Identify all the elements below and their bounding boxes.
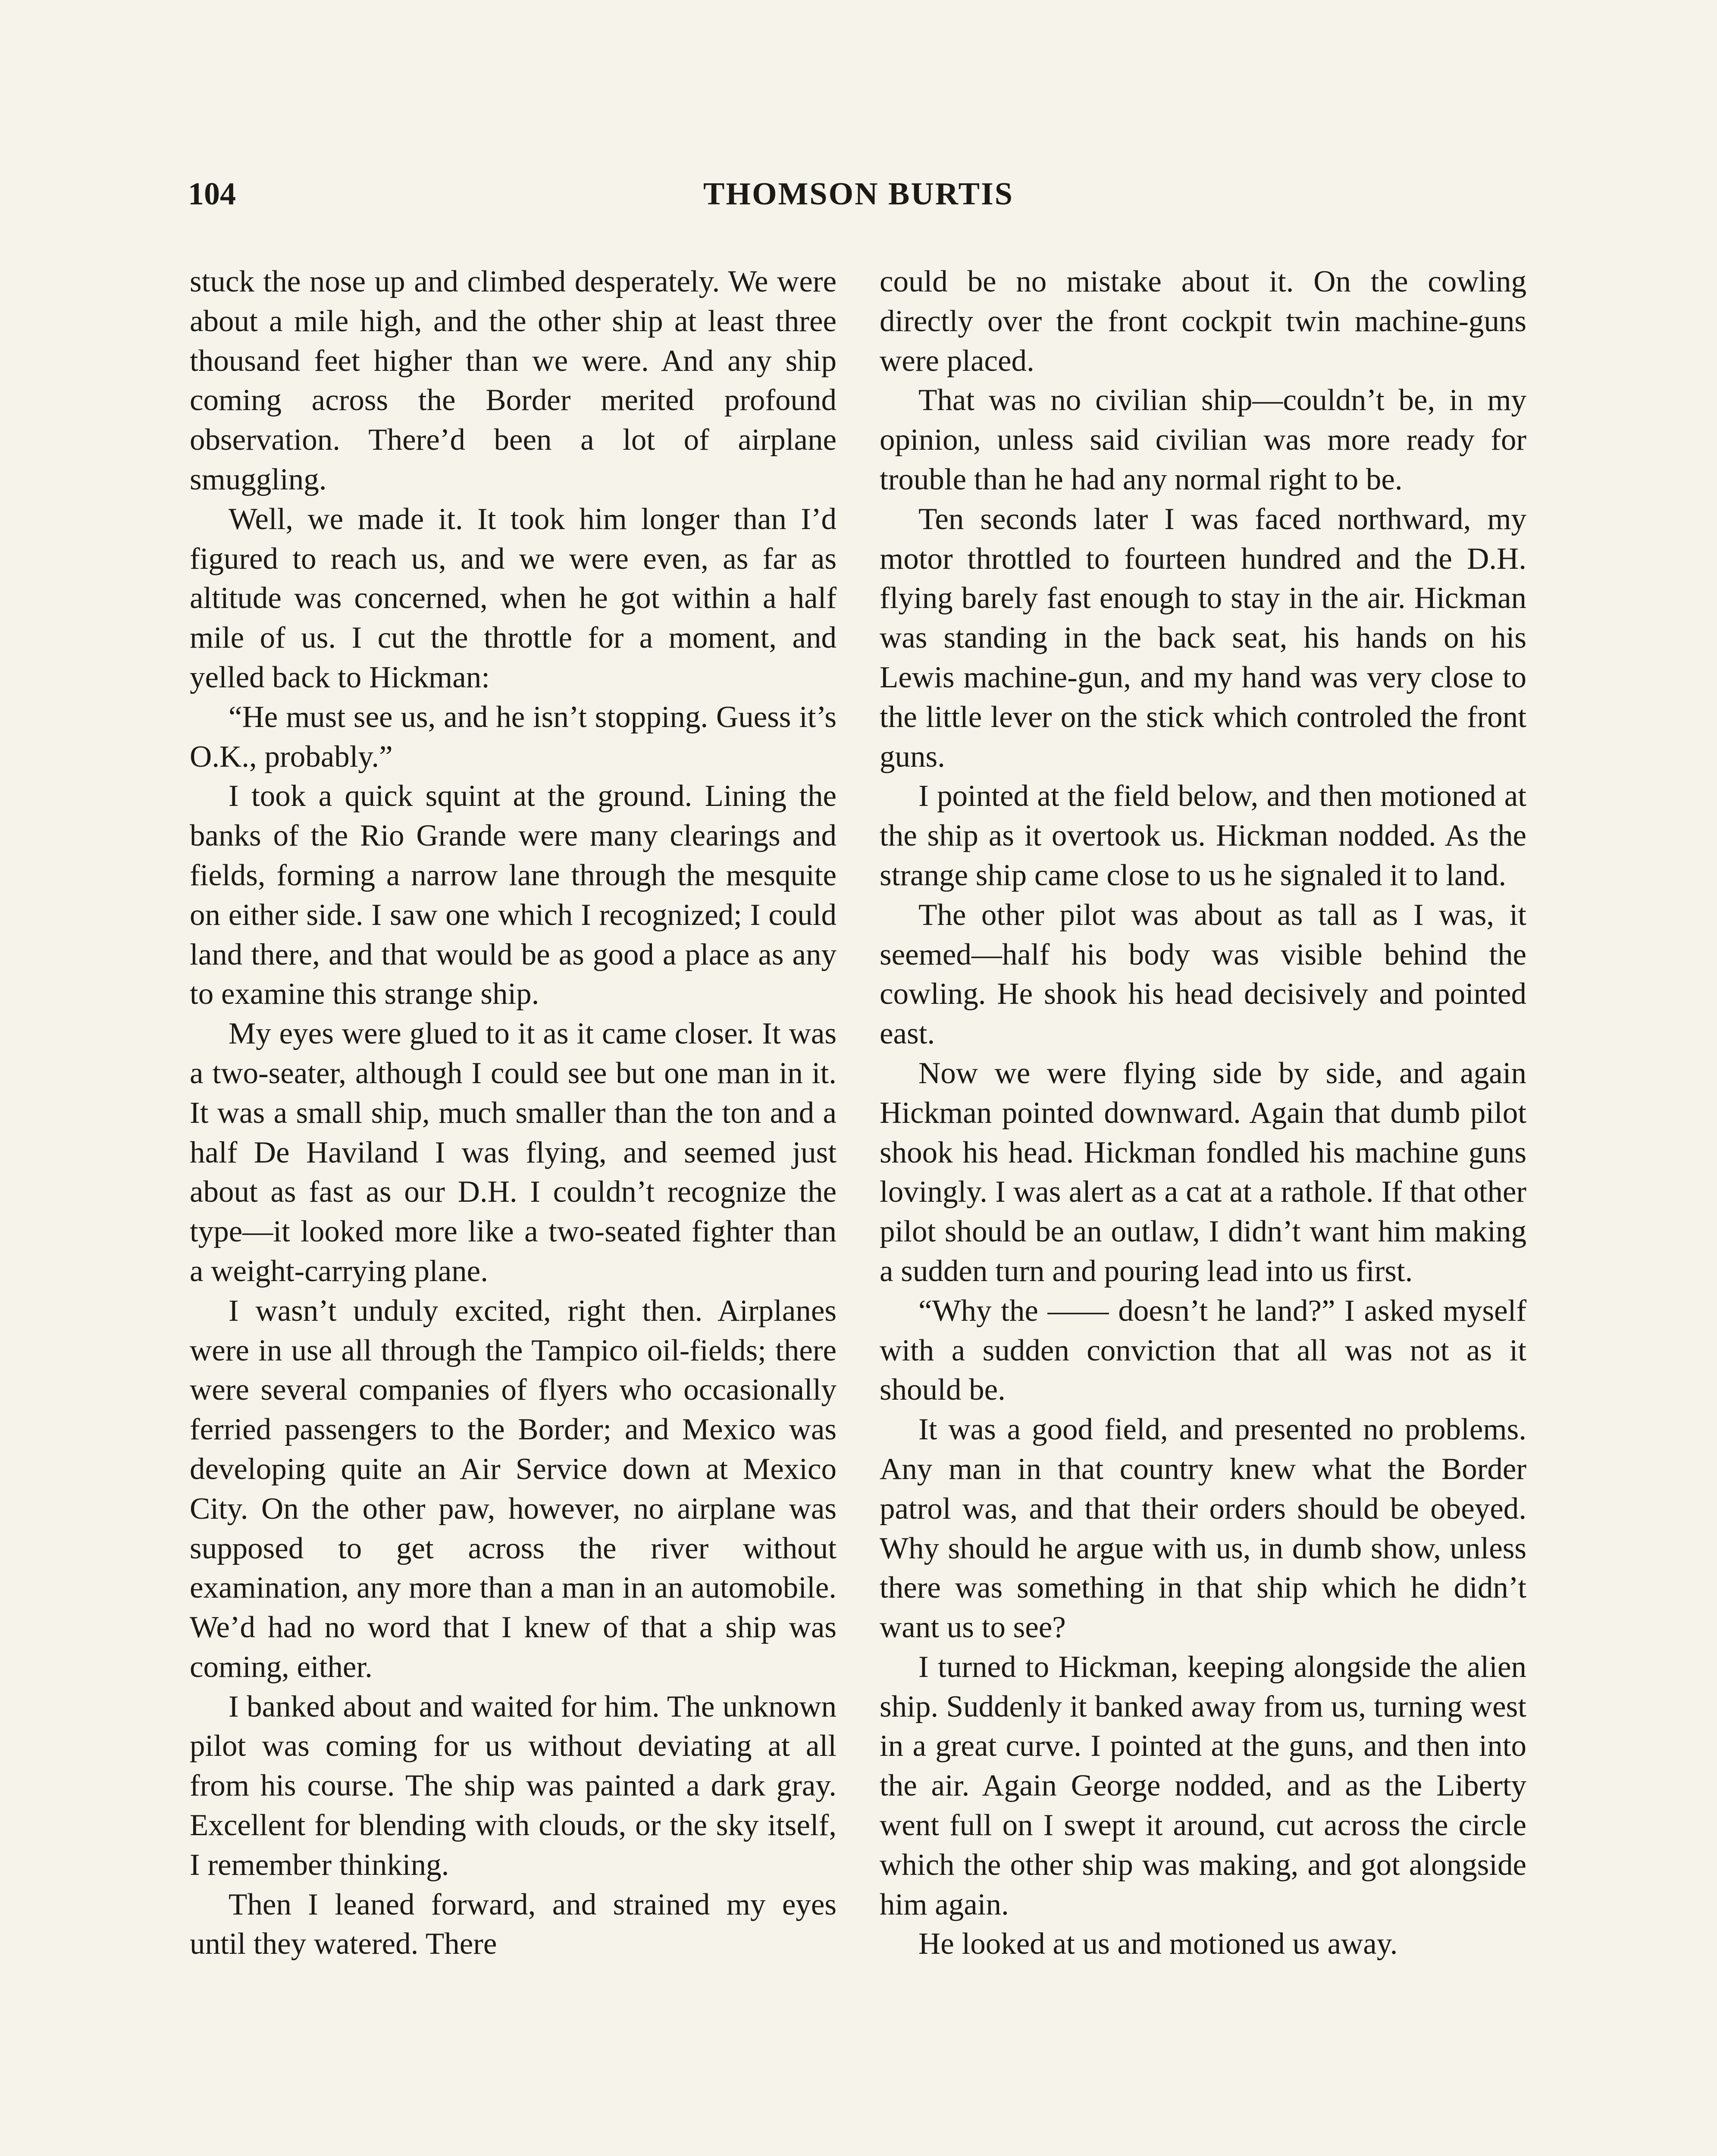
paragraph: Well, we made it. It took him longer than I’d figured to reach us, and we were even, as far as altitude was concerned, when he got within a half mile of us. I cut the throttle for a moment, and yelled back to Hickman: [190,502,837,694]
running-head: THOMSON BURTIS [703,176,1014,212]
paragraph: My eyes were glued to it as it came closer. It was a two-seater, although I could see but one man in it. It was a small ship, much smaller than the ton and a half De Haviland I was flying, and seemed just about as fast as our D.H. I couldn’t recognize the type—it looked more like a two-seated fighter than a weight-carrying plane. [190,1017,837,1288]
paragraph: Now we were flying side by side, and again Hickman pointed downward. Again that dumb pilot shook his head. Hickman fondled his machine guns lovingly. I was alert as a cat at a rathole. If that other pilot should be an outlaw, I didn’t want him making a sudden turn and pouring lead into us first. [880,1056,1526,1288]
paragraph: I wasn’t unduly excited, right then. Airplanes were in use all through the Tampico oil-fields; there were several companies of flyers who occasionally ferried passengers to the Border; and Mexico was developing quite an Air Service down at Mexico City. On the other paw, however, no airplane was supposed to get across the river without examination, any more than a man in an automobile. We’d had no word that I knew of that a ship was coming, either. [190,1294,837,1684]
paragraph: “He must see us, and he isn’t stopping. Guess it’s O.K., probably.” [190,700,837,774]
paragraph: It was a good field, and presented no problems. Any man in that country knew what the Border patrol was, and that their orders should be obeyed. Why should he argue with us, in dumb show, unless there was something in that ship which he didn’t want us to see? [880,1413,1526,1645]
paragraph: The other pilot was about as tall as I was, it seemed—half his body was visible behind the cowling. He shook his head decisively and pointed east. [880,898,1526,1051]
paragraph: I took a quick squint at the ground. Lining the banks of the Rio Grande were many clearings and fields, forming a narrow lane through the mesquite on either side. I saw one which I recognized; I could land there, and that would be as good a place as any to examine this strange ship. [190,779,837,1011]
paragraph: He looked at us and motioned us away. [918,1927,1398,1961]
paragraph: I pointed at the field below, and then motioned at the ship as it overtook us. Hickman nodded. As the strange ship came close to us he signaled it to land. [880,779,1526,892]
page-number: 104 [188,176,236,212]
right-column [880,262,1526,1964]
paragraph: “Why the —— doesn’t he land?” I asked myself with a sudden conviction that all was not as it should be. [880,1294,1526,1407]
paragraph: I banked about and waited for him. The unknown pilot was coming for us without deviating at all from his course. The ship was painted a dark gray. Excellent for blending with clouds, or the sky itself, I remember thinking. [190,1689,837,1882]
paragraph: Ten seconds later I was faced northward, my motor throttled to fourteen hundred and the D.H. flying barely fast enough to stay in the air. Hickman was standing in the back seat, his hands on his Lewis machine-gun, and my hand was very close to the little lever on the stick which controled the front guns. [880,502,1526,774]
paragraph: I turned to Hickman, keeping alongside the alien ship. Suddenly it banked away from us, turning west in a great curve. I pointed at the guns, and then into the air. Again George nodded, and as the Liberty went full on I swept it around, cut across the circle which the other ship was making, and got alongside him again. [880,1650,1526,1921]
paragraph: That was no civilian ship—couldn’t be, in my opinion, unless said civilian was more ready for trouble than he had any normal right to be. [880,383,1526,496]
paragraph: Then I leaned forward, and strained my eyes until they watered. There [190,1887,837,1961]
left-column [190,262,837,1964]
paragraph: could be no mistake about it. On the cowling directly over the front cockpit twin machine-guns were placed. [880,265,1526,378]
paragraph: stuck the nose up and climbed desperately. We were about a mile high, and the other ship at least three thousand feet higher than we were. And any ship coming across the Border merited profound observation. There’d been a lot of airplane smuggling. [190,265,837,496]
